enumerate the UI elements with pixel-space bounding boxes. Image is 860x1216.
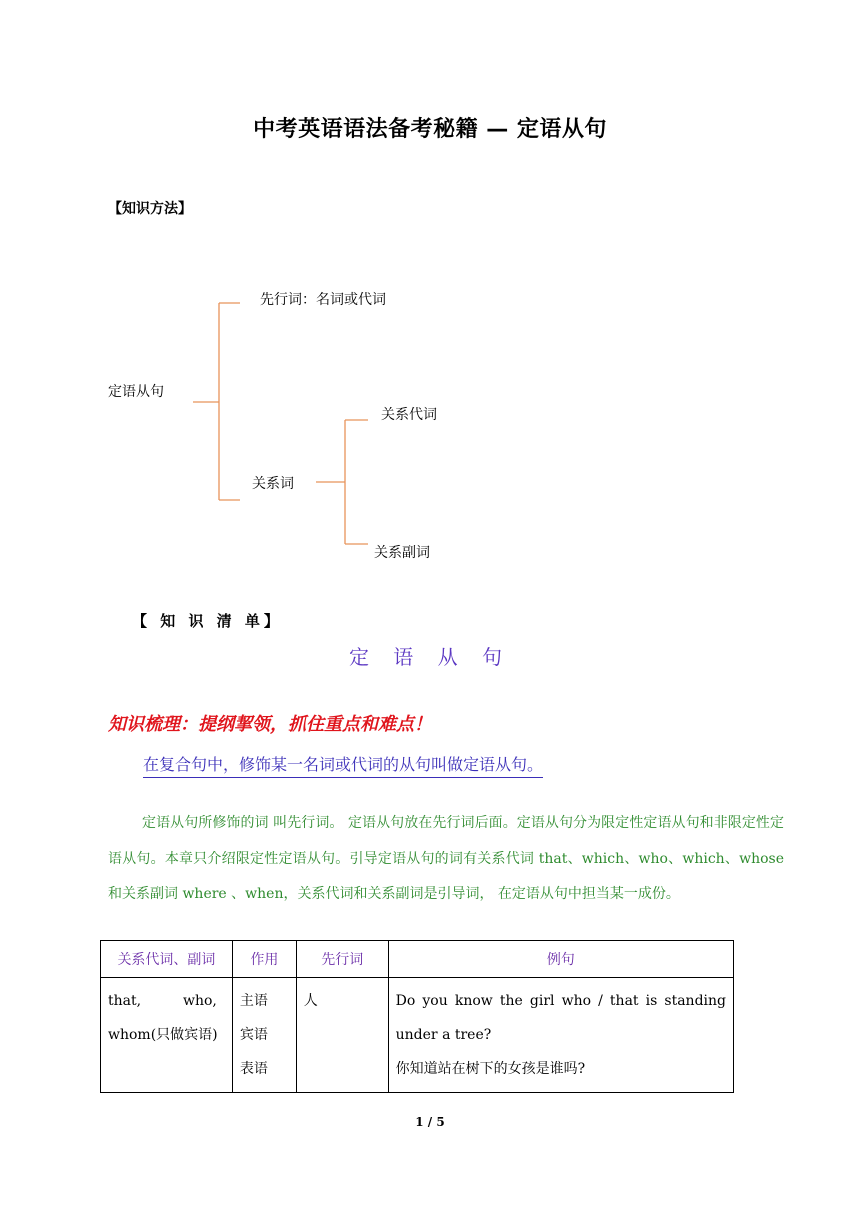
page-number: 1 / 5 [415,1115,445,1129]
example-chinese: 你知道站在树下的女孩是谁吗? [395,1061,586,1077]
table-cell-antecedent: 人 [296,978,388,1093]
word-that: that, [108,993,142,1009]
center-heading: 定 语 从 句 [348,645,512,669]
tree-sub-relative-pronoun: 关系代词 [381,407,437,423]
table-header-row [101,941,734,978]
example-english: Do you know the girl who / that is standing under a tree? [395,993,726,1043]
word-who: who, [183,993,217,1009]
table-cell-roles [232,978,296,1093]
section-label-method: 【知识方法】 [108,201,192,217]
table-header-cell: 例句 [388,941,733,978]
tree-bracket-lines [0,0,860,600]
grammar-table [100,940,734,1093]
body-paragraph: 定语从句所修饰的词 叫先行词。 定语从句放在先行词后面。定语从句分为限定性定语从句和非限定性定语从句。本章只介绍限定性定语从句。引导定语从句的词有关系代词 that、which、who、which、whose 和关系副词 where 、when，关系代词和关系副词是引导词， 在定语从句中担当某一成份。 [108,815,784,902]
table-cell-example [388,978,733,1093]
table-row [101,978,734,1093]
tree-branch-antecedent: 先行词：名词或代词 [260,292,386,308]
role-item: 表语 [239,1061,268,1077]
page-title: 中考英语语法备考秘籍 — 定语从句 [253,117,607,142]
table-header-cell: 先行词 [296,941,388,978]
tree-root-label: 定语从句 [108,384,164,400]
tree-branch-relative-word: 关系词 [252,476,294,492]
role-item: 主语 [239,993,268,1009]
table-header-cell: 作用 [232,941,296,978]
tree-sub-relative-adverb: 关系副词 [374,545,430,561]
definition-line: 在复合句中，修饰某一名词或代词的从句叫做定语从句。 [143,752,543,778]
section-label-list: 【 知 识 清 单】 [132,612,283,630]
red-heading: 知识梳理：提纲挈领，抓住重点和难点！ [108,714,432,735]
role-item: 宾语 [239,1027,268,1043]
word-whom: whom(只做宾语) [108,1027,218,1043]
table-header-cell: 关系代词、副词 [101,941,233,978]
table-cell-words [101,978,233,1093]
